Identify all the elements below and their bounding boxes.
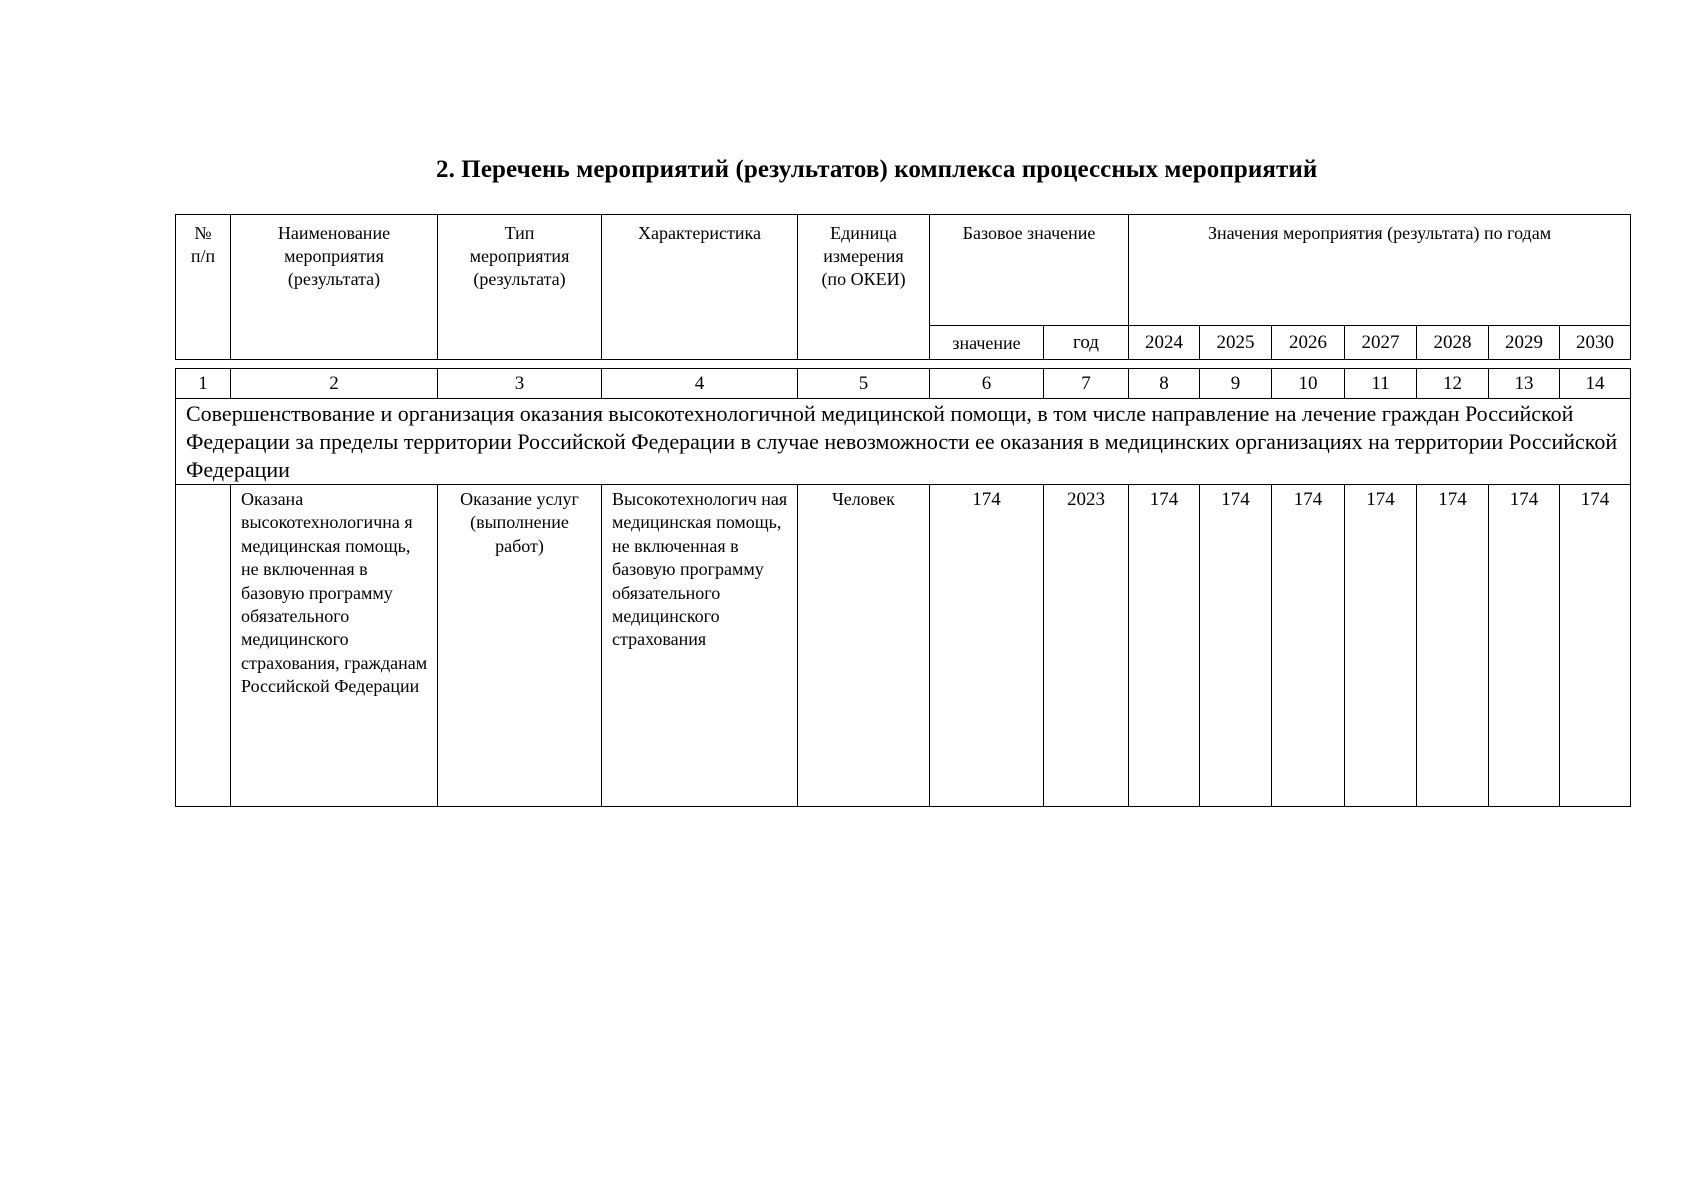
column-number: 2 (231, 369, 438, 399)
row-value-2028: 174 (1417, 485, 1489, 807)
header-name-label: Наименование мероприятия (результата) (277, 223, 391, 289)
column-number: 6 (930, 369, 1044, 399)
header-type-label: Тип мероприятия (результата) (469, 223, 570, 289)
section-row (176, 399, 1631, 485)
row-type (438, 485, 602, 807)
column-number: 5 (798, 369, 930, 399)
header-year-2030: 2030 (1560, 326, 1631, 360)
row-unit: Человек (798, 485, 930, 807)
row-name (231, 485, 438, 807)
header-year-2027: 2027 (1345, 326, 1417, 360)
body-table (175, 368, 1631, 807)
header-year-2026: 2026 (1272, 326, 1345, 360)
table-row (176, 485, 1631, 807)
header-no (176, 215, 231, 360)
column-number: 1 (176, 369, 231, 399)
header-year-2025: 2025 (1200, 326, 1272, 360)
row-value-2024: 174 (1129, 485, 1200, 807)
header-name (231, 215, 438, 360)
column-number: 9 (1200, 369, 1272, 399)
header-year-2024: 2024 (1129, 326, 1200, 360)
row-characteristic (602, 485, 798, 807)
column-number: 7 (1044, 369, 1129, 399)
row-value-2027: 174 (1345, 485, 1417, 807)
column-number: 3 (438, 369, 602, 399)
header-year-2029: 2029 (1489, 326, 1560, 360)
row-base-year: 2023 (1044, 485, 1129, 807)
row-value-2026: 174 (1272, 485, 1345, 807)
column-number: 4 (602, 369, 798, 399)
row-base-value: 174 (930, 485, 1044, 807)
header-characteristic (602, 215, 798, 360)
header-base-label: Базовое значение (962, 223, 1096, 243)
column-number-row (176, 369, 1631, 399)
column-number: 14 (1560, 369, 1631, 399)
header-values-label: Значения мероприятия (результата) по годам (1207, 223, 1552, 243)
row-name-text: Оказана высокотехнологична я медицинская помощь, не включенная в базовую программу обязательного медицинского страхования, гражданам Российской Федерации (241, 489, 428, 697)
header-unit (798, 215, 930, 360)
header-table (175, 214, 1631, 360)
header-base (930, 215, 1129, 326)
header-year-2028: 2028 (1417, 326, 1489, 360)
row-type-text: Оказание услуг (выполнение работ) (460, 489, 579, 556)
header-values (1129, 215, 1631, 326)
header-characteristic-label: Характеристика (638, 223, 761, 243)
row-no (176, 485, 231, 807)
header-sub-year: год (1044, 326, 1129, 360)
header-type (438, 215, 602, 360)
row-value-2029: 174 (1489, 485, 1560, 807)
row-value-2030: 174 (1560, 485, 1631, 807)
column-number: 11 (1345, 369, 1417, 399)
section-title: Совершенствование и организация оказания высокотехнологичной медицинской помощи, в том числе направление на лечение граждан Российской Федерации за пределы территории Российской Федерации в случае невозможности ее оказания в медицинских организациях на территории Российской Федерации (176, 399, 1631, 485)
header-sub-value: значение (930, 326, 1044, 360)
column-number: 8 (1129, 369, 1200, 399)
column-number: 10 (1272, 369, 1345, 399)
header-no-label: № п/п (190, 223, 216, 266)
page-title: 2. Перечень мероприятий (результатов) комплекса процессных мероприятий (436, 156, 1318, 183)
header-unit-label: Единица измерения (по ОКЕИ) (821, 223, 906, 289)
column-number: 13 (1489, 369, 1560, 399)
column-number: 12 (1417, 369, 1489, 399)
row-characteristic-text: Высокотехнологич ная медицинская помощь, не включенная в базовую программу обязательного медицинского страхования (612, 489, 788, 650)
row-value-2025: 174 (1200, 485, 1272, 807)
